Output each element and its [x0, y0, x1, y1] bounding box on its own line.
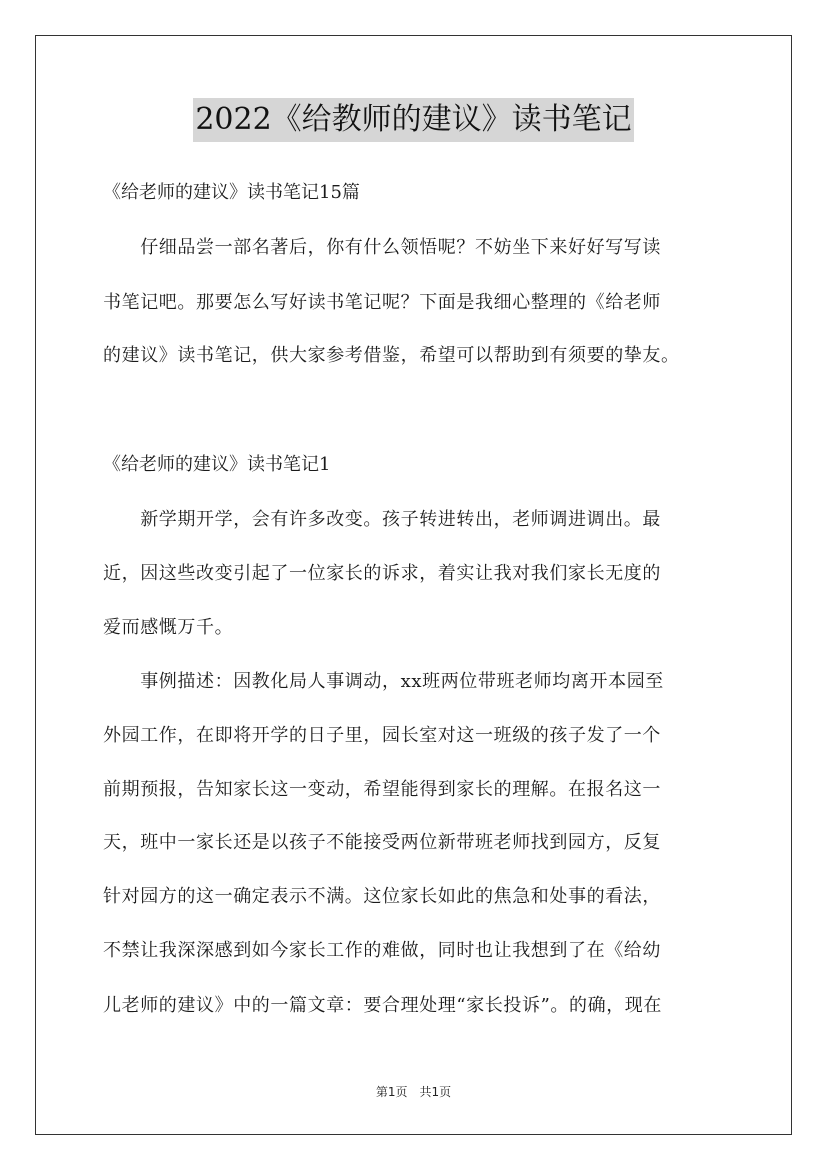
section-heading: 《给老师的建议》读书笔记15篇 [103, 182, 360, 203]
document-title: 2022《给教师的建议》读书笔记 [193, 98, 633, 142]
paragraph-line: 新学期开学，会有许多改变。孩子转进转出，老师调进调出。最 [103, 509, 661, 530]
paragraph-line: 书笔记吧。那要怎么写好读书笔记呢？下面是我细心整理的《给老师 [103, 292, 661, 313]
paragraph-line: 爱而感慨万千。 [103, 617, 234, 638]
paragraph-line: 的建议》读书笔记，供大家参考借鉴，希望可以帮助到有须要的挚友。 [103, 345, 680, 366]
paragraph-line: 外园工作，在即将开学的日子里，园长室对这一班级的孩子发了一个 [103, 725, 661, 746]
paragraph-line: 事例描述：因教化局人事调动，xx班两位带班老师均离开本园至 [103, 671, 664, 692]
paragraph-line: 前期预报，告知家长这一变动，希望能得到家长的理解。在报名这一 [103, 779, 661, 800]
paragraph-line: 针对园方的这一确定表示不满。这位家长如此的焦急和处事的看法， [103, 886, 661, 907]
paragraph-line: 儿老师的建议》中的一篇文章：要合理处理“家长投诉”。的确，现在 [103, 995, 663, 1016]
paragraph-line: 不禁让我深深感到如今家长工作的难做，同时也让我想到了在《给幼 [103, 940, 661, 961]
paragraph-line: 仔细品尝一部名著后，你有什么领悟呢？不妨坐下来好好写写读 [103, 237, 661, 258]
section-heading: 《给老师的建议》读书笔记1 [103, 454, 331, 475]
title-container [0, 98, 827, 142]
paragraph-line: 近，因这些改变引起了一位家长的诉求，着实让我对我们家长无度的 [103, 563, 661, 584]
paragraph-line: 天，班中一家长还是以孩子不能接受两位新带班老师找到园方，反复 [103, 832, 661, 853]
page-number: 第1页 共1页 [375, 1085, 452, 1099]
